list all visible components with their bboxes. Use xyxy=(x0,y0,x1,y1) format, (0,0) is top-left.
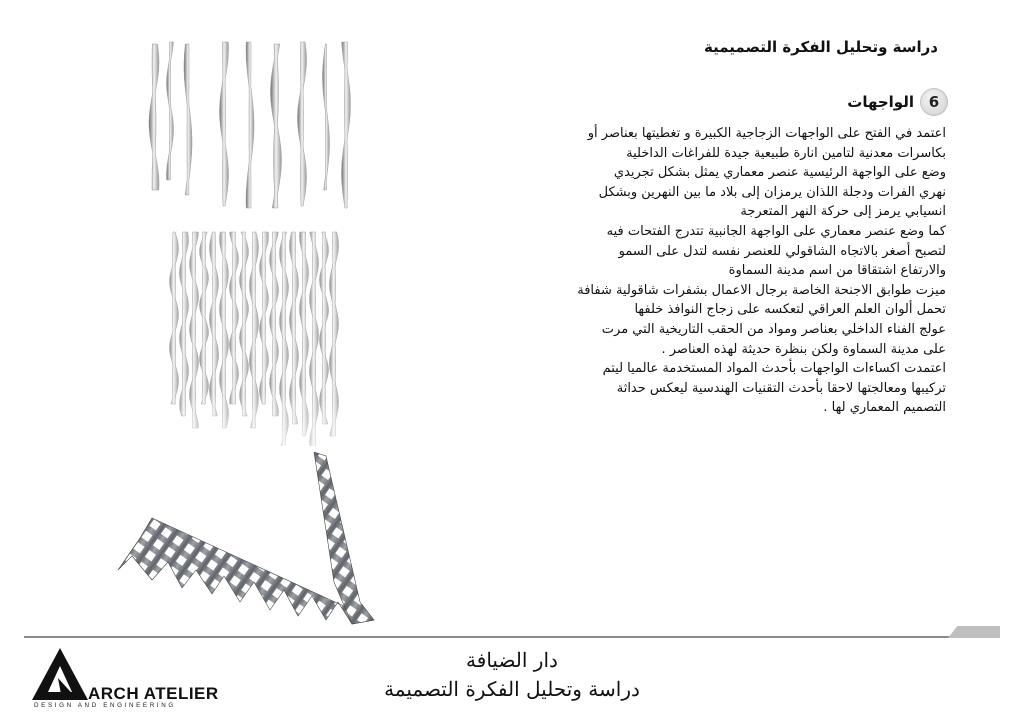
section-number-badge: 6 xyxy=(920,88,948,116)
body-line: كما وضع عنصر معماري على الواجهة الجانبية تتدرج الفتحات فيه xyxy=(606,223,946,239)
body-line: على مدينة السماوة ولكن بنظرة حديثة لهذه العناصر . xyxy=(661,341,946,357)
body-line: والارتفاع اشتقاقا من اسم مدينة السماوة xyxy=(728,263,946,279)
body-line: اعتمدت اكساءات الواجهات بأحدث المواد المستخدمة عالميا ليتم xyxy=(602,361,946,377)
body-line: نهري الفرات ودجلة اللذان يرمزان إلى بلاد ما بين النهرين وبشكل xyxy=(598,184,946,200)
arch-atelier-logo xyxy=(32,648,222,710)
body-line: ميزت طوابق الاجنحة الخاصة برجال الاعمال بشفرات شاقولية شفافة xyxy=(577,282,946,298)
fin-shape xyxy=(149,44,159,190)
fin-shape xyxy=(342,42,351,208)
body-line: تركيبها ومعالجتها لاحقا بأحدث التقنيات الهندسية ليعكس حداثة xyxy=(616,380,946,396)
page-title: دراسة وتحليل الفكرة التصميمية xyxy=(703,38,938,56)
triangle-a-logo-icon xyxy=(32,648,88,702)
body-text xyxy=(506,124,946,418)
body-line: لتصبح أصغر بالاتجاه الشاقولي للعنصر نفسه لتدل على السمو xyxy=(618,243,946,259)
fin-shape xyxy=(220,42,229,206)
fin-shape xyxy=(298,42,307,206)
logo-name: ARCH ATELIER xyxy=(88,684,219,703)
logo-tagline: DESIGN AND ENGINEERING xyxy=(34,702,176,709)
body-line: تحمل ألوان العلم العراقي لتعكسه على زجاج النوافذ خلفها xyxy=(634,302,946,318)
section-title: الواجهات xyxy=(847,93,914,111)
fin-shape xyxy=(271,44,282,208)
fin-shape xyxy=(167,42,174,180)
body-line: بكاسرات معدنية لتامين انارة طبيعية جيدة للفراغات الداخلية xyxy=(626,145,946,161)
body-line: عولج الفناء الداخلي بعناصر ومواد من الحقب التاريخية التي مرت xyxy=(601,321,946,337)
footer-subtitle: دراسة وتحليل الفكرة التصميمة xyxy=(384,677,640,701)
wavy-fins-illustration xyxy=(140,40,360,212)
fin-shape xyxy=(184,44,192,195)
vertical-fin-screen-illustration xyxy=(168,228,344,446)
body-line: وضع على الواجهة الرئيسية عنصر معماري يمثل بشكل تجريدي xyxy=(613,165,946,181)
fin-shape xyxy=(323,44,330,190)
footer-tab-decoration xyxy=(948,626,1000,638)
body-line: انسيابي يرمز إلى حركة النهر المتعرجة xyxy=(740,204,946,220)
fin-shape xyxy=(246,42,254,208)
body-line: التصميم المعماري لها . xyxy=(823,400,946,416)
section-heading xyxy=(847,88,948,116)
footer-project-name: دار الضيافة xyxy=(466,648,558,672)
body-line: اعتمد في الفتح على الواجهات الزجاجية الكبيرة و تغطيتها بعناصر أو xyxy=(587,126,946,141)
footer-divider xyxy=(24,636,999,638)
perforated-panel-illustration xyxy=(112,452,378,632)
